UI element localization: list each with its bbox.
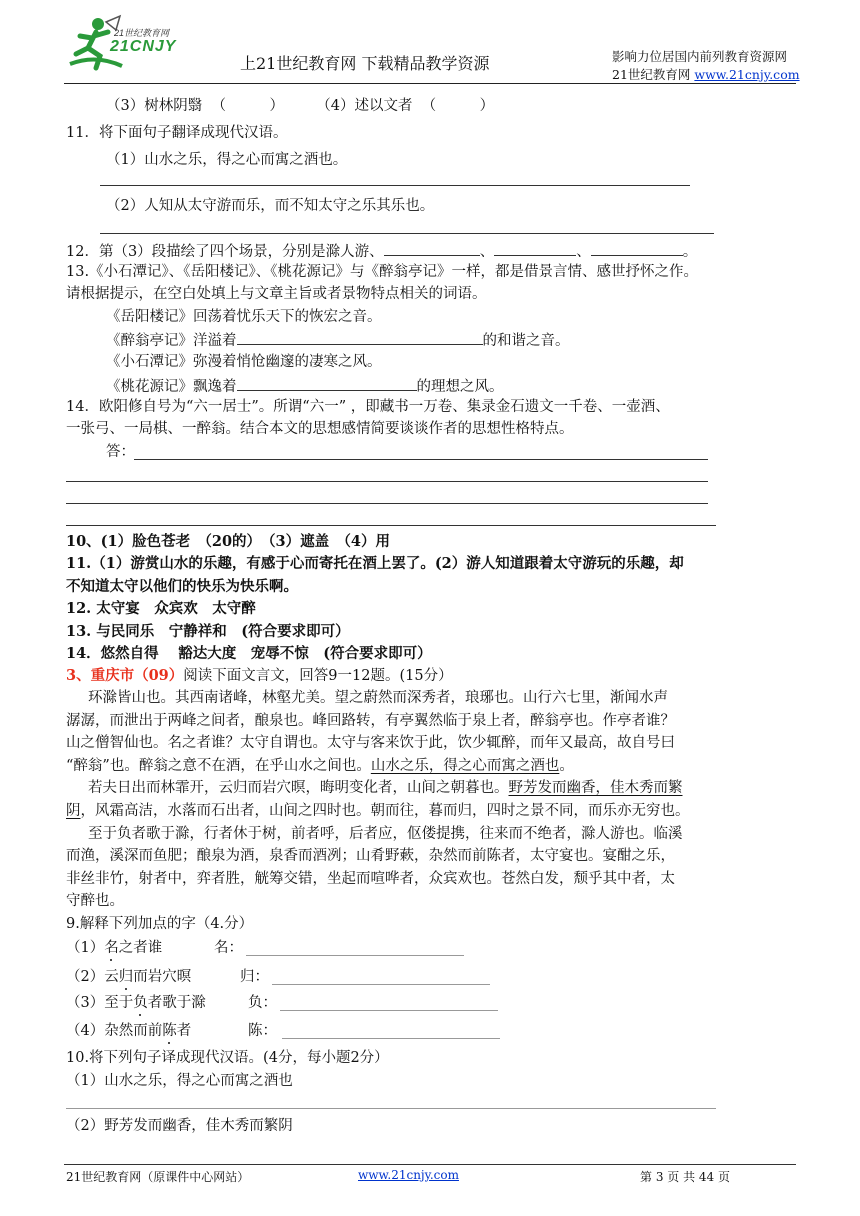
q9-item1-gloss: 名： xyxy=(214,940,243,956)
header-site-link[interactable]: www.21cnjy.com xyxy=(694,67,800,82)
passage-p1-line1: 环滁皆山也。其西南诸峰，林壑尤美。望之蔚然而深秀者，琅琊也。山行六七里，渐闻水声 xyxy=(88,690,668,706)
passage-p1-line3: 山之僧智仙也。名之者谁？太守自谓也。太守与客来饮于此，饮少辄醉，而年又最高，故自号曰 xyxy=(66,735,675,751)
logo-cn-text: 21世纪教育网 xyxy=(114,28,170,38)
q13-blank2[interactable] xyxy=(237,375,417,391)
q10-item4: （4）述以文者 xyxy=(316,98,413,114)
answer-11-line2: 不知道太守以他们的快乐为快乐啊。 xyxy=(66,578,298,595)
q9-item4-post: 者 xyxy=(176,1023,192,1039)
q13-taohuayuan-b: 的理想之风。 xyxy=(416,379,504,395)
answer-13: 13. 与民同乐 宁静祥和 (符合要求即可） xyxy=(66,623,350,640)
footer-page-number: 第 3 页 共 44 页 xyxy=(640,1170,730,1184)
q13-zuiwengting-a: 《醉翁亭记》洋溢着 xyxy=(106,333,237,349)
logo-en-text: 21CNJY xyxy=(110,38,177,55)
answer-12: 12. 太守宴 众宾欢 太守醉 xyxy=(66,600,256,617)
q12-end: 。 xyxy=(682,244,698,260)
q13-taohuayuan-a: 《桃花源记》飘逸着 xyxy=(106,379,237,395)
q9-item2-gloss: 归： xyxy=(240,969,269,985)
q9-item4 xyxy=(66,1021,191,1041)
footer-left: 21世纪教育网（原课件中心网站） xyxy=(66,1170,250,1184)
passage-p1-line4-a: “醉翁”也。醉翁之意不在酒，在乎山水之间也。 xyxy=(66,758,371,774)
q14-answer-line3[interactable] xyxy=(66,503,708,504)
q12-blank1[interactable] xyxy=(384,240,480,256)
q12-blank3[interactable] xyxy=(591,240,683,256)
q13-blank1[interactable] xyxy=(237,329,483,345)
answer-14: 14．悠然自得 豁达大度 宠辱不惊 (符合要求即可） xyxy=(66,645,432,662)
q13-line1: 13.《小石潭记》、《岳阳楼记》、《桃花源记》与《醉翁亭记》一样，都是借景言情、感世抒怀之作。 xyxy=(66,264,699,280)
q9-item4-blank[interactable] xyxy=(282,1038,500,1039)
q9-item1-post: 之者谁 xyxy=(118,940,163,956)
q9-item1-dotted-char: 名 xyxy=(104,940,119,956)
footer-divider xyxy=(64,1164,796,1165)
passage-underlined-sentence1: 山水之乐，得之心而寓之酒也 xyxy=(370,758,560,774)
passage-p3-line1: 至于负者歌于滁，行者休于树，前者呼，后者应，伛偻提携，往来而不绝者，滁人游也。临溪 xyxy=(88,826,683,842)
q13-yueyanglou: 《岳阳楼记》回荡着忧乐天下的恢宏之音。 xyxy=(106,309,382,325)
header-divider xyxy=(64,83,796,84)
q14-answer-line2[interactable] xyxy=(66,481,708,482)
section3-instruction: 阅读下面文言文，回答9一12题。(15分） xyxy=(183,668,453,684)
q12-blank2[interactable] xyxy=(494,240,576,256)
q10-item4-blank[interactable]: （ ） xyxy=(421,98,495,114)
passage-p1-line4-b: 。 xyxy=(559,758,574,774)
passage-p2-line1 xyxy=(88,778,683,798)
section3-heading xyxy=(66,666,453,686)
passage-underlined-sentence2b: 阴 xyxy=(66,803,81,819)
passage-p1-line4 xyxy=(66,756,574,776)
passage-p2-line1-a: 若夫日出而林霏开，云归而岩穴暝，晦明变化者，山间之朝暮也。 xyxy=(88,780,509,796)
section3-number: 3、 xyxy=(66,667,91,684)
site-logo xyxy=(66,14,216,76)
footer-link[interactable]: www.21cnjy.com xyxy=(358,1168,459,1182)
q11-answer-line2[interactable] xyxy=(100,233,714,234)
q11-sentence2: （2）人知从太守游而乐，而不知太守之乐其乐也。 xyxy=(106,198,435,214)
q13-taohuayuan xyxy=(106,375,504,397)
q13-zuiwengting xyxy=(106,329,570,351)
passage-p3-line4: 守醉也。 xyxy=(66,893,124,909)
q9-item4-gloss: 陈： xyxy=(248,1023,277,1039)
q9-item3-blank[interactable] xyxy=(280,1010,498,1011)
q13-xiaoshitan: 《小石潭记》弥漫着悄怆幽邃的凄寒之风。 xyxy=(106,354,382,370)
q12-line xyxy=(66,240,697,262)
q14-answer-label: 答： xyxy=(106,444,135,460)
q13-line2: 请根据提示，在空白处填上与文章主旨或者景物特点相关的词语。 xyxy=(66,286,487,302)
q9-item3-pre: （3）至于 xyxy=(66,995,134,1011)
q9-item3 xyxy=(66,993,206,1013)
q9-item3-post: 者歌于滁 xyxy=(147,995,206,1011)
q10b-sentence2: （2）野芳发而幽香，佳木秀而繁阴 xyxy=(66,1118,293,1134)
passage-p1-line2: 潺潺，而泄出于两峰之间者，酿泉也。峰回路转，有亭翼然临于泉上者，醉翁亭也。作亭者谁？ xyxy=(66,713,675,729)
q9-item2-blank[interactable] xyxy=(272,984,490,985)
passage-underlined-sentence2a: 野芳发而幽香，佳木秀而繁 xyxy=(508,780,683,796)
q9-item2 xyxy=(66,967,191,987)
q10b-sentence1: （1）山水之乐，得之心而寓之酒也 xyxy=(66,1073,293,1089)
q11-sentence1: （1）山水之乐，得之心而寓之酒也。 xyxy=(106,152,348,168)
q11-answer-line1[interactable] xyxy=(100,185,690,186)
q10-item3: （3）树林阴翳 xyxy=(106,98,203,114)
q10-item3-blank[interactable]: （ ） xyxy=(211,98,284,114)
answer-11-line1: 11.（1）游赏山水的乐趣，有感于心而寄托在酒上罢了。(2）游人知道跟着太守游玩的乐趣，却 xyxy=(66,555,684,572)
answer-10: 10、(1）脸色苍老 （20的） （3）遮盖 （4）用 xyxy=(66,533,390,550)
q12-stem: 12．第（3）段描绘了四个场景，分别是滁人游、 xyxy=(66,244,384,260)
q9-item1-blank[interactable] xyxy=(246,955,464,956)
q9-item1-pre: （1） xyxy=(66,940,105,956)
q9-item3-gloss: 负： xyxy=(248,995,277,1011)
section3-source: 重庆市（09） xyxy=(90,667,184,684)
q14-line2: 一张弓、一局棋、一醉翁。结合本文的思想感情简要谈谈作者的思想性格特点。 xyxy=(66,421,574,437)
q14-answer-line4[interactable] xyxy=(66,525,716,526)
passage-p2-line2-b: ，风霜高洁，水落而石出者，山间之四时也。朝而往，暮而归，四时之景不同，而乐亦无穷也。 xyxy=(80,803,690,819)
q12-sep1: 、 xyxy=(479,244,495,260)
q11-stem: 11．将下面句子翻译成现代汉语。 xyxy=(66,125,288,141)
q10b-stem: 10.将下列句子译成现代汉语。(4分，每小题2分） xyxy=(66,1050,389,1066)
header-site-name: 21世纪教育网 xyxy=(612,67,695,82)
q9-item4-pre: （4）杂然而前 xyxy=(66,1023,163,1039)
q9-item1 xyxy=(66,938,162,958)
q9-stem: 9.解释下列加点的字（4.分） xyxy=(66,916,254,932)
q10b-answer-line1[interactable] xyxy=(66,1108,716,1109)
passage-p3-line2: 而渔，溪深而鱼肥；酿泉为酒，泉香而酒冽；山肴野蔌，杂然而前陈者，太守宴也。宴酣之乐， xyxy=(66,848,675,864)
q10-items-line xyxy=(106,96,494,116)
q9-item2-post: 而岩穴暝 xyxy=(133,969,192,985)
passage-p3-line3: 非丝非竹，射者中，弈者胜，觥筹交错，坐起而喧哗者，众宾欢也。苍然白发，颓乎其中者，太 xyxy=(66,871,675,887)
q9-item2-pre: （2）云 xyxy=(66,969,119,985)
q13-zuiwengting-b: 的和谐之音。 xyxy=(482,333,570,349)
header-right-line1: 影响力位居国内前列教育资源网 xyxy=(612,49,788,64)
header-slogan: 上21世纪教育网 下载精品教学资源 xyxy=(240,54,490,73)
q14-line1: 14．欧阳修自号为“六一居士”。所谓“六一” ，即藏书一万卷、集录金石遗文一千卷、一壶酒、 xyxy=(66,399,670,415)
q9-item4-dotted-char: 陈 xyxy=(162,1023,177,1039)
q12-sep2: 、 xyxy=(576,244,591,260)
passage-p2-line2 xyxy=(66,801,690,821)
q9-item2-dotted-char: 归 xyxy=(118,969,134,985)
header-right-line2 xyxy=(612,65,800,83)
q9-item3-dotted-char: 负 xyxy=(133,995,148,1011)
q14-answer-line1[interactable] xyxy=(134,459,708,460)
